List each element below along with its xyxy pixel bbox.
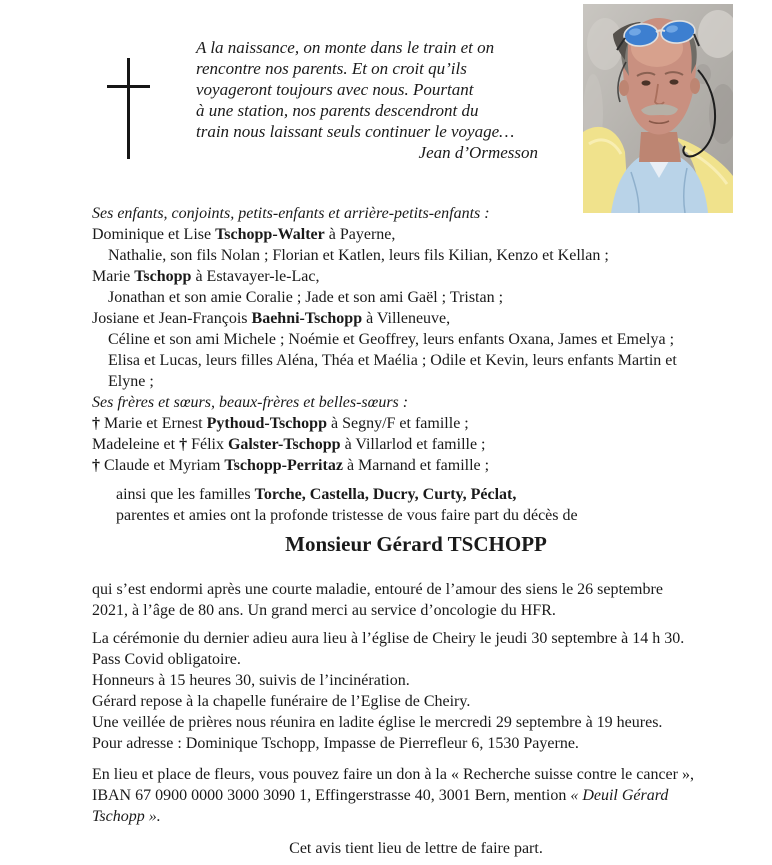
death-details (92, 579, 740, 621)
text-line: Josiane et Jean-François Baehni-Tschopp à Villeneuve, (92, 310, 451, 327)
text-line: Dominique et Lise Tschopp-Walter à Payerne, (92, 226, 396, 243)
quote-lines (196, 37, 538, 142)
text-line: voyageront toujours avec nous. Pourtant (196, 80, 474, 99)
text-line: Ses frères et sœurs, beaux-frères et belles-sœurs : (92, 394, 409, 411)
text-line: † Claude et Myriam Tschopp-Perritaz à Marnand et famille ; (92, 457, 490, 474)
text-line: † Marie et Ernest Pythoud-Tschopp à Segny/F et famille ; (92, 415, 469, 432)
announcement-text (92, 484, 740, 526)
text-line: Madeleine et † Félix Galster-Tschopp à Villarlod et famille ; (92, 436, 486, 453)
text-line: Ses enfants, conjoints, petits-enfants et arrière-petits-enfants : (92, 205, 490, 222)
text-line: Marie Tschopp à Estavayer-le-Lac, (92, 268, 320, 285)
text-line: Gérard repose à la chapelle funéraire de l’Eglise de Cheiry. (92, 693, 471, 710)
quote-block (196, 37, 538, 163)
closing-line: Cet avis tient lieu de lettre de faire part. (289, 840, 543, 857)
text-line: rencontre nos parents. Et on croit qu’ils (196, 59, 467, 78)
text-line: Pass Covid obligatoire. (92, 651, 241, 668)
text-line: Une veillée de prières nous réunira en ladite église le mercredi 29 septembre à 19 heures. (92, 714, 663, 731)
text-line: En lieu et place de fleurs, vous pouvez faire un don à la « Recherche suisse contre le cancer », (92, 766, 694, 783)
donation-details (92, 764, 740, 827)
text-line: Tschopp ». (92, 808, 161, 825)
ceremony-details (92, 628, 740, 754)
text-line: Nathalie, son fils Nolan ; Florian et Katlen, leurs fils Kilian, Kenzo et Kellan ; (108, 247, 609, 264)
family-list (92, 203, 740, 476)
text-line: Céline et son ami Michele ; Noémie et Geoffrey, leurs enfants Oxana, James et Emelya ; (108, 331, 675, 348)
text-line: ainsi que les familles Torche, Castella, Ducry, Curty, Péclat, (116, 486, 517, 503)
text-line: Jonathan et son amie Coralie ; Jade et son ami Gaël ; Tristan ; (108, 289, 504, 306)
main-text-column (92, 203, 740, 859)
portrait-photo (583, 4, 733, 213)
quote-attribution: Jean d’Ormesson (418, 143, 538, 162)
text-line: 2021, à l’âge de 80 ans. Un grand merci au service d’oncologie du HFR. (92, 602, 556, 619)
text-line: à une station, nos parents descendront du (196, 101, 479, 120)
text-line: A la naissance, on monte dans le train et on (196, 38, 495, 57)
deceased-name: Monsieur Gérard TSCHOPP (285, 532, 547, 556)
text-line: parentes et amies ont la profonde tristesse de vous faire part du décès de (116, 507, 578, 524)
text-line: IBAN 67 0900 0000 3000 3090 1, Effingerstrasse 40, 3001 Bern, mention « Deuil Gérard (92, 787, 669, 804)
text-line: Pour adresse : Dominique Tschopp, Impasse de Pierrefleur 6, 1530 Payerne. (92, 735, 579, 752)
text-line: Elyne ; (108, 373, 154, 390)
text-line: Elisa et Lucas, leurs filles Aléna, Théa et Maélia ; Odile et Kevin, leurs enfants Martin et (108, 352, 677, 369)
cross-vertical-bar (127, 58, 130, 159)
text-line: La cérémonie du dernier adieu aura lieu à l’église de Cheiry le jeudi 30 septembre à 14 h 30. (92, 630, 685, 647)
cross-horizontal-bar (107, 85, 150, 88)
text-line: qui s’est endormi après une courte maladie, entouré de l’amour des siens le 26 septembre (92, 581, 663, 598)
text-line: train nous laissant seuls continuer le voyage… (196, 122, 515, 141)
text-line: Honneurs à 15 heures 30, suivis de l’incinération. (92, 672, 410, 689)
